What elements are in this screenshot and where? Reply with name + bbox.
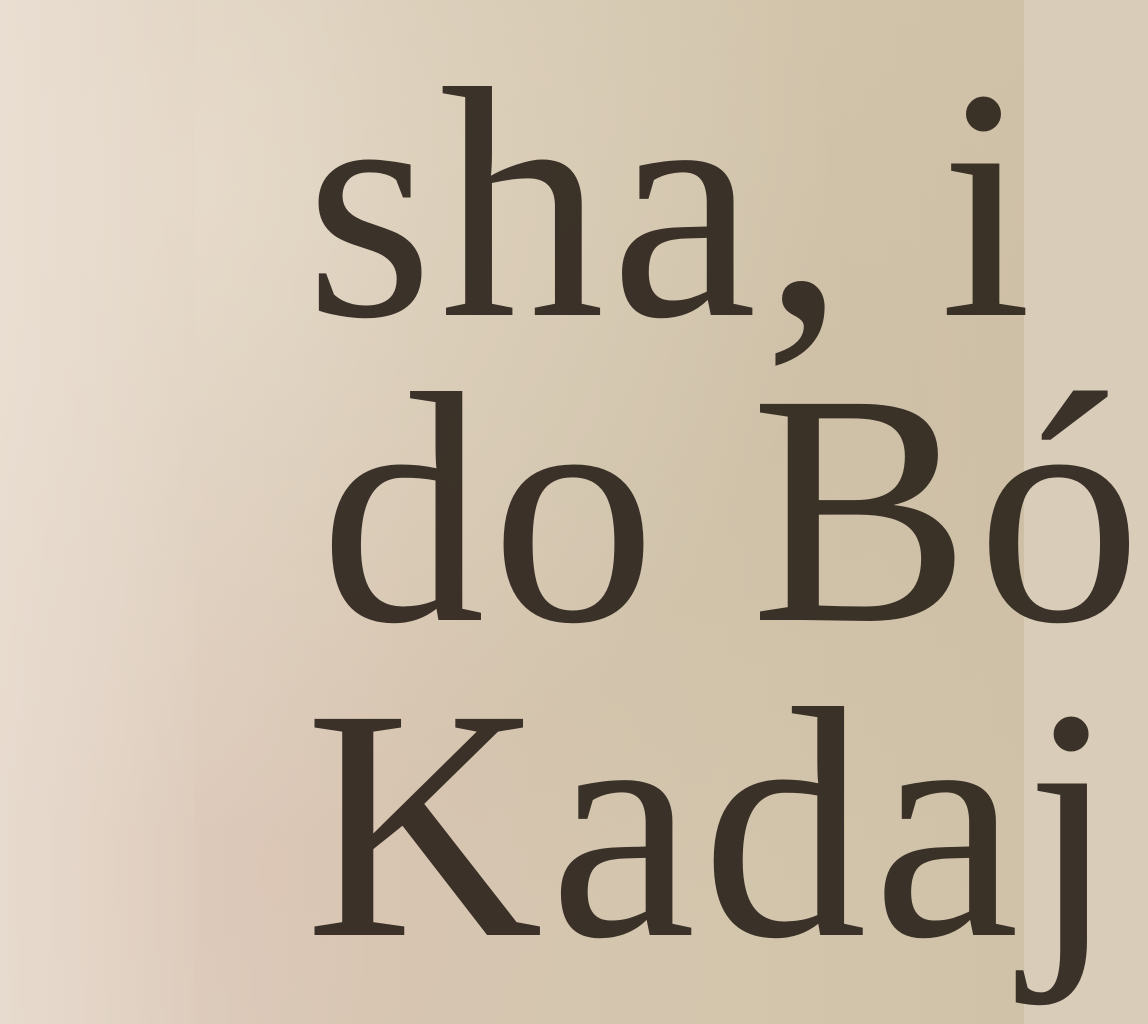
text-line-1: sha, i	[305, 22, 1038, 387]
page-margin	[0, 0, 195, 1024]
text-line-3: Kadaj	[305, 642, 1123, 1007]
text-line-2: do Bó	[320, 327, 1148, 692]
